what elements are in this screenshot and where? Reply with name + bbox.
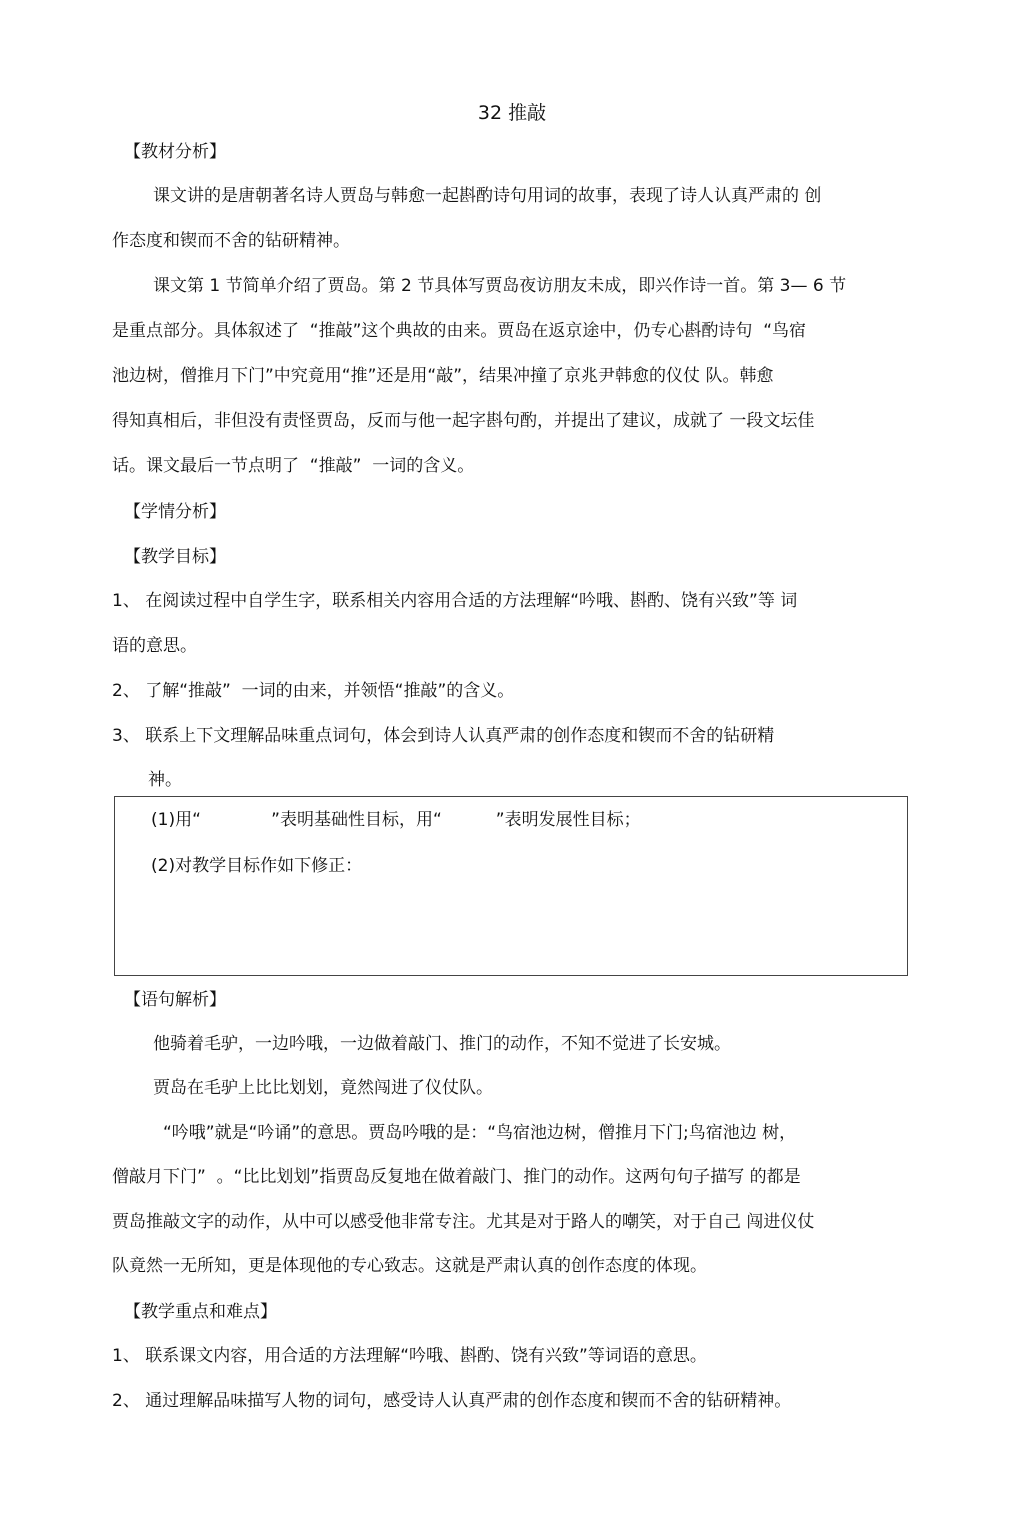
paragraph-line: 作态度和锲而不舍的钻研精神。: [112, 231, 350, 251]
paragraph-line: 贾岛在毛驴上比比划划，竟然闯进了仪仗队。: [153, 1078, 493, 1098]
key-point-item: 1、 联系课文内容，用合适的方法理解“吟哦、斟酌、饶有兴致”等词语的意思。: [112, 1346, 707, 1366]
heading-sentence-analysis: 【语句解析】: [124, 990, 226, 1010]
heading-key-points: 【教学重点和难点】: [124, 1302, 277, 1322]
paragraph-line: 话。课文最后一节点明了 “推敲” 一词的含义。: [112, 456, 475, 476]
paragraph-line: 贾岛推敲文字的动作，从中可以感受他非常专注。尤其是对于路人的嘲笑，对于自己 闯进仪仗: [112, 1212, 815, 1232]
page-title: 32 推敲: [477, 102, 547, 124]
paragraph-line: 他骑着毛驴，一边吟哦，一边做着敲门、推门的动作，不知不觉进了长安城。: [153, 1034, 731, 1054]
paragraph-line: “吟哦”就是“吟诵”的意思。贾岛吟哦的是：“鸟宿池边树，僧推月下门;鸟宿池边 树，: [163, 1123, 797, 1143]
paragraph-line: 队竟然一无所知，更是体现他的专心致志。这就是严肃认真的创作态度的体现。: [112, 1256, 707, 1276]
paragraph-line: 得知真相后，非但没有责怪贾岛，反而与他一起字斟句酌，并提出了建议，成就了 一段文坛佳: [112, 411, 815, 431]
paragraph-line: 课文第 1 节简单介绍了贾岛。第 2 节具体写贾岛夜访朋友未成，即兴作诗一首。第 3— 6 节: [153, 276, 847, 296]
paragraph-line: 僧敲月下门” 。“比比划划”指贾岛反复地在做着敲门、推门的动作。这两句句子描写 的都是: [112, 1167, 801, 1187]
key-point-item: 2、 通过理解品味描写人物的词句，感受诗人认真严肃的创作态度和锲而不舍的钻研精神。: [112, 1391, 792, 1411]
goal-item: 3、 联系上下文理解品味重点词句，体会到诗人认真严肃的创作态度和锲而不舍的钻研精: [112, 726, 775, 746]
note-box: [114, 796, 908, 976]
note-line: (1)用“ ”表明基础性目标，用“ ”表明发展性目标；: [151, 810, 641, 830]
paragraph-line: 是重点部分。具体叙述了 “推敲”这个典故的由来。贾岛在返京途中，仍专心斟酌诗句 “鸟宿: [112, 321, 807, 341]
heading-material-analysis: 【教材分析】: [124, 142, 226, 162]
goal-item: 神。: [148, 770, 182, 790]
paragraph-line: 课文讲的是唐朝著名诗人贾岛与韩愈一起斟酌诗句用词的故事，表现了诗人认真严肃的 创: [153, 186, 822, 206]
paragraph-line: 池边树，僧推月下门”中究竟用“推”还是用“敲”，结果冲撞了京兆尹韩愈的仪仗 队。韩愈: [112, 366, 774, 386]
goal-item: 2、 了解“推敲” 一词的由来，并领悟“推敲”的含义。: [112, 681, 515, 701]
goal-item: 语的意思。: [112, 636, 197, 656]
heading-student-analysis: 【学情分析】: [124, 502, 226, 522]
note-line: (2)对教学目标作如下修正：: [151, 856, 363, 876]
heading-teaching-goals: 【教学目标】: [124, 547, 226, 567]
goal-item: 1、 在阅读过程中自学生字，联系相关内容用合适的方法理解“吟哦、斟酌、饶有兴致”等 词: [112, 591, 798, 611]
